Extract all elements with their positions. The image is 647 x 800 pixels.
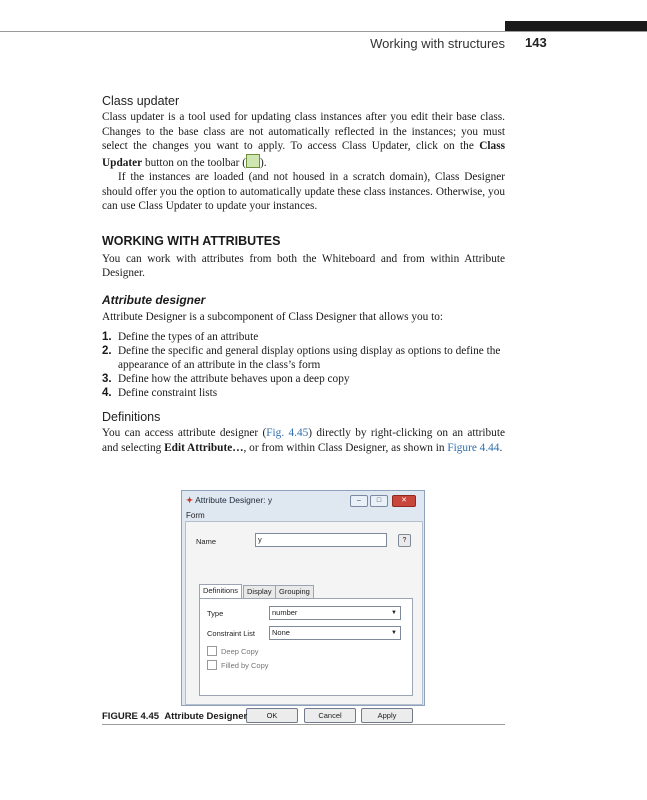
chevron-down-icon: ▼ [391,610,397,616]
page-body [102,94,505,455]
definitions-para: You can access attribute designer (Fig. 4.45) directly by right-clicking on an attribute and selecting Edit Attribute…, or from within Class Designer, as shown in Figure 4.44. [102,427,505,454]
deep-copy-checkbox[interactable]: Deep Copy [207,646,259,656]
attributes-para: You can work with attributes from both the Whiteboard and from within Attribute Designer. [102,252,505,279]
class-updater-heading: Class updater [102,94,180,108]
maximize-button[interactable]: □ [370,495,388,507]
constraint-list-select[interactable]: None ▼ [269,626,401,640]
ok-button[interactable]: OK [246,708,298,723]
attribute-designer-intro: Attribute Designer is a subcomponent of Class Designer that allows you to: [102,310,444,323]
definitions-heading: Definitions [102,410,161,424]
figure-caption: FIGURE 4.45 Attribute Designer [102,711,248,722]
list-item: 2. Define the specific and general display options using display as options to define the appearance of an attribute in the class’s form [102,345,501,371]
filled-by-copy-checkbox[interactable]: Filled by Copy [207,660,269,670]
class-updater-toolbar-icon [246,154,260,168]
class-updater-para1: Class updater is a tool used for updating class instances after you edit their base class. Changes to the base class are not automatically reflected in the instances; you must select the changes you want to apply. To access Class Updater, click on the Class Updater button on the toolbar ( ). [102,111,505,169]
list-item: 1. Define the types of an attribute [102,331,259,343]
list-item: 3. Define how the attribute behaves upon a deep copy [102,373,350,385]
dialog-panel [185,521,423,720]
close-button[interactable]: ✕ [392,495,416,507]
apply-button[interactable]: Apply [361,708,413,723]
list-item: 4. Define constraint lists [102,387,218,399]
figure-link[interactable]: Fig. 4.45 [266,427,309,439]
attribute-designer-heading: Attribute designer [102,292,206,307]
checkbox-icon [207,646,217,656]
class-updater-para2: If the instances are loaded (and not housed in a scratch domain), Class Designer should offer you the option to automatically update these class instances. Otherwise, you can use Class Updater to update your instances. [102,171,505,212]
name-input[interactable]: y [255,533,387,547]
attributes-heading: WORKING WITH ATTRIBUTES [102,233,281,248]
dialog-title: ✦ Attribute Designer: y [186,495,273,505]
app-icon: ✦ [186,495,194,505]
attribute-designer-list [102,330,505,400]
type-select[interactable]: number ▼ [269,606,401,620]
tab-display[interactable]: Display [243,585,276,598]
chevron-down-icon: ▼ [391,630,397,636]
tab-grouping[interactable]: Grouping [275,585,314,598]
definitions-tab-body [199,598,413,696]
minimize-button[interactable]: – [350,495,368,507]
header-rule [0,31,647,32]
checkbox-icon [207,660,217,670]
cancel-button[interactable]: Cancel [304,708,356,723]
figure-link-2[interactable]: Figure 4.44 [447,441,500,454]
running-title: Working with structures [370,36,505,51]
help-button[interactable]: ? [398,534,411,547]
type-label: Type [207,609,224,618]
page-number: 143 [525,35,547,50]
tab-definitions[interactable]: Definitions [199,584,242,598]
menu-form[interactable]: Form [186,511,205,520]
constraint-list-label: Constraint List [207,629,255,638]
name-label: Name [196,537,217,546]
attribute-designer-dialog [181,490,425,720]
header-bar [505,21,647,31]
caption-rule [102,724,505,725]
